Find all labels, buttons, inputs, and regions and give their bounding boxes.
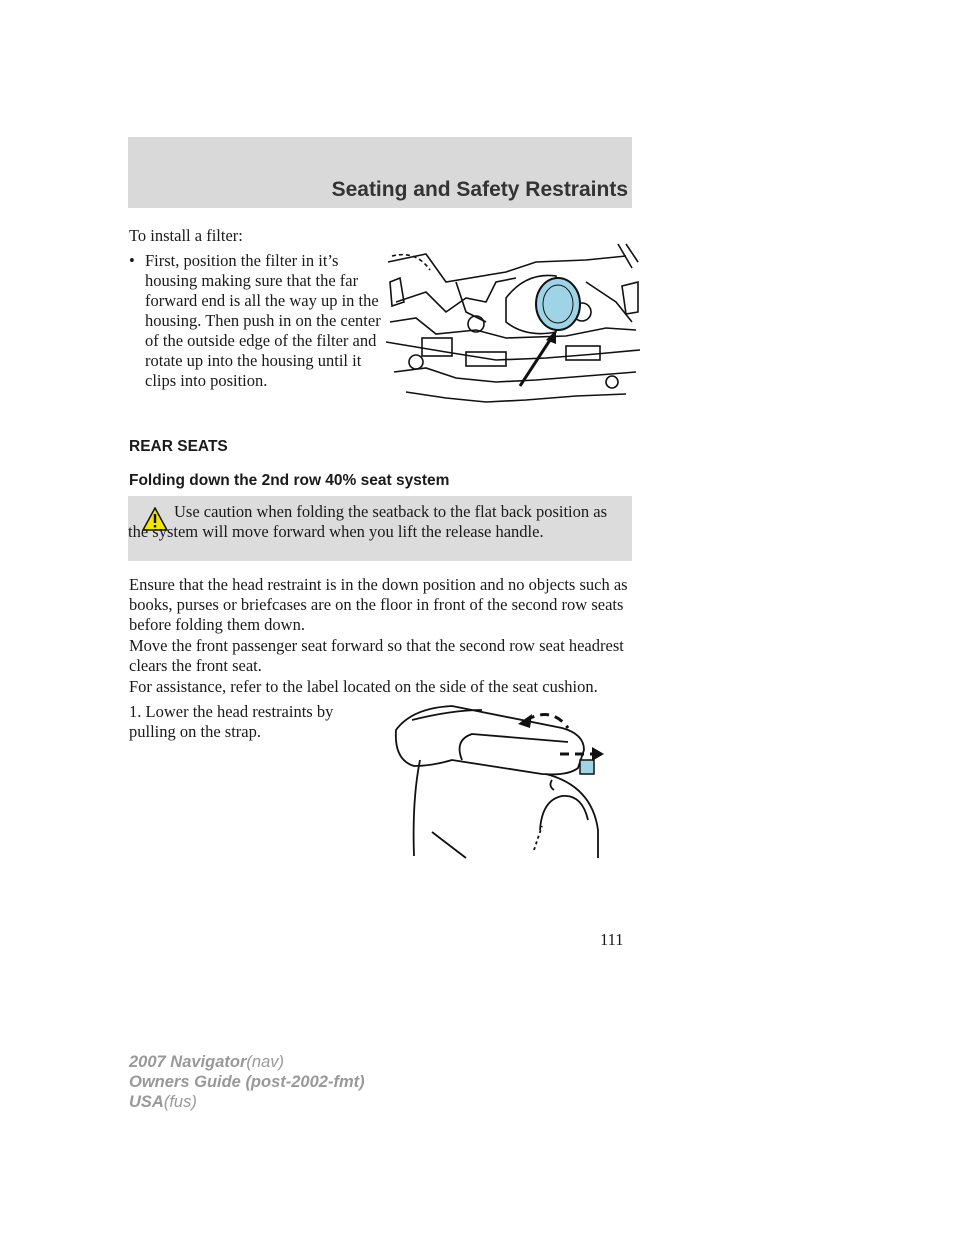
section-header-band: [128, 137, 632, 208]
section-title: Seating and Safety Restraints: [331, 178, 628, 201]
footer-model-code: (nav): [246, 1053, 284, 1071]
step-1-text: 1. Lower the head restraints by pulling on the strap.: [129, 702, 334, 741]
bullet-symbol: •: [129, 251, 135, 270]
fold-direction-arrow: [518, 714, 568, 728]
footer-guide: Owners Guide (post-2002-fmt): [129, 1073, 365, 1091]
folding-seat-subheading: Folding down the 2nd row 40% seat system: [129, 472, 450, 489]
release-strap: [580, 760, 594, 774]
caution-text: Use caution when folding the seatback to the flat back position as the system will move forward when you lift the release handle.: [128, 502, 608, 541]
footer-model: 2007 Navigator: [129, 1053, 247, 1071]
footer-market-code: (fus): [163, 1093, 197, 1111]
rear-seats-heading: REAR SEATS: [129, 438, 228, 455]
bullet-text: First, position the filter in it’s housing making sure that the far forward end is all the way up in the housing. Then push in on the center of the outside edge of the filter and rotate up into the housing until it clips into position.: [145, 251, 381, 390]
paragraph-front-seat: Move the front passenger seat forward so that the second row seat headrest clears the front seat.: [129, 636, 624, 675]
filter-install-intro: To install a filter:: [129, 226, 243, 245]
paragraph-head-restraint: Ensure that the head restraint is in the down position and no objects such as books, purses or briefcases are on the floor in front of the second row seats before folding them down.: [129, 575, 628, 634]
page-number: 111: [600, 930, 624, 949]
cabin-filter-illustration: [386, 242, 640, 414]
caution-box: [128, 496, 632, 561]
paragraph-assistance: For assistance, refer to the label located on the side of the seat cushion.: [129, 677, 598, 696]
footer-market: USA: [129, 1093, 164, 1111]
pull-direction-arrow: [560, 747, 604, 761]
head-restraint-illustration: [392, 700, 618, 862]
document-footer: [129, 1052, 365, 1112]
